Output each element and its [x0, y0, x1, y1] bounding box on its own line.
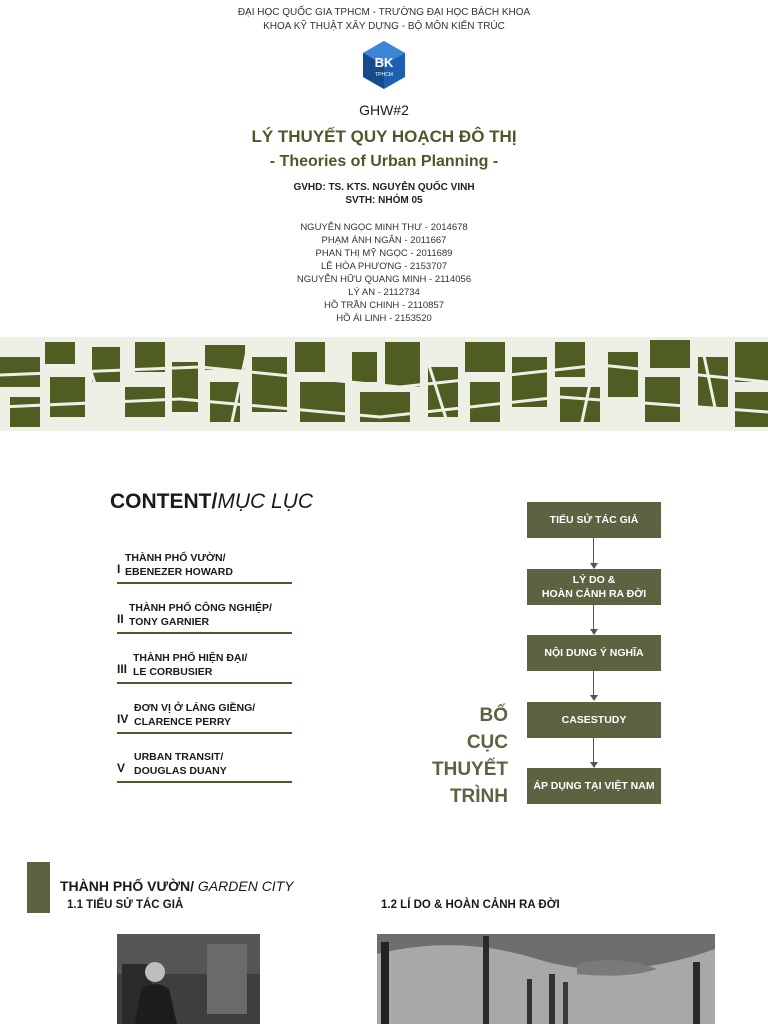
flow-step-application-vietnam [527, 768, 661, 804]
toc-text [125, 551, 233, 579]
flow-step-label: LÝ DO & [572, 574, 616, 586]
member-item: HỒ TRẦN CHINH - 2110857 [323, 300, 445, 311]
content-heading-bold: CONTENT/ [110, 490, 218, 513]
toc-text [129, 601, 272, 629]
toc-number: IV [117, 712, 129, 726]
section-title-bold: THÀNH PHỐ VƯỜN/ [60, 878, 198, 894]
layout-label-line: TRÌNH [449, 786, 508, 807]
flow-step-label: NỘI DUNG Ý NGHĨA [544, 647, 644, 659]
toc-text [134, 701, 255, 729]
toc-line-2: CLARENCE PERRY [134, 716, 232, 728]
presentation-layout-label [432, 702, 508, 810]
flow-connector [593, 538, 594, 564]
title-vietnamese: LÝ THUYẾT QUY HOẠCH ĐÔ THỊ [251, 127, 517, 146]
toc-item-garden-city[interactable] [117, 550, 292, 584]
flow-step-label: ÁP DỤNG TẠI VIỆT NAM [533, 780, 655, 792]
arrow-down-icon [590, 695, 598, 701]
toc-text [134, 750, 227, 778]
flow-step-casestudy [527, 702, 661, 738]
member-item: LÝ AN - 2112734 [348, 287, 420, 298]
toc-line-1: ĐƠN VỊ Ở LÁNG GIỀNG/ [134, 702, 256, 714]
toc-line-1: THÀNH PHỐ HIỆN ĐẠI/ [133, 652, 248, 664]
toc-line-1: THÀNH PHỐ VƯỜN/ [125, 552, 226, 564]
section-title-italic: GARDEN CITY [197, 878, 294, 894]
flow-step-label: HOÀN CẢNH RA ĐỜI [541, 588, 647, 600]
layout-label-line: CỤC [466, 732, 508, 753]
section-accent-bar [27, 862, 50, 913]
member-item: PHẠM ÁNH NGÂN - 2011667 [321, 235, 447, 246]
subsection-biography: 1.1 TIỂU SỬ TÁC GIẢ [67, 899, 184, 911]
ghw-label: GHW#2 [359, 102, 409, 118]
industrial-chimneys-photo [377, 934, 715, 1024]
subsection-reasons: 1.2 LÍ DO & HOÀN CẢNH RA ĐỜI [381, 899, 560, 911]
member-list [0, 221, 768, 325]
toc-item-industrial-city[interactable] [117, 600, 292, 634]
content-heading [110, 490, 313, 514]
logo-text: BK [374, 55, 394, 70]
member-item: NGUYỄN NGỌC MINH THƯ - 2014678 [300, 222, 468, 233]
toc-line-1: URBAN TRANSIT/ [134, 751, 224, 763]
flow-step-label: TIỂU SỬ TÁC GIẢ [549, 514, 639, 526]
university-line-1: ĐẠI HỌC QUỐC GIA TPHCM - TRƯỜNG ĐẠI HỌC BÁCH KHOA [237, 7, 531, 18]
toc-line-2: EBENEZER HOWARD [125, 566, 233, 578]
city-map-image [0, 337, 768, 431]
toc-line-2: TONY GARNIER [129, 616, 210, 628]
student-group-line: SVTH: NHÓM 05 [345, 195, 423, 206]
member-item: LÊ HÒA PHƯƠNG - 2153707 [320, 261, 448, 272]
logo-subtext: TPHCM [375, 72, 393, 78]
layout-label-line: BỐ [479, 705, 508, 726]
title-english: - Theories of Urban Planning - [269, 153, 499, 170]
flow-connector [593, 605, 594, 630]
toc-number: II [117, 612, 124, 626]
toc-text [133, 651, 247, 679]
toc-item-urban-transit[interactable] [117, 749, 292, 783]
toc-item-modern-city[interactable] [117, 650, 292, 684]
flow-step-content-meaning [527, 635, 661, 671]
toc-item-neighborhood-unit[interactable] [117, 700, 292, 734]
toc-line-1: THÀNH PHỐ CÔNG NGHIỆP/ [129, 602, 272, 614]
toc-line-2: DOUGLAS DUANY [134, 765, 227, 777]
bk-logo [359, 40, 409, 90]
member-item: PHAN THỊ MỸ NGỌC - 2011689 [315, 248, 453, 259]
author-portrait-photo [117, 934, 260, 1024]
toc-number: I [117, 562, 121, 576]
member-item: NGUYỄN HỮU QUANG MINH - 2114056 [296, 274, 472, 285]
instructor-line: GVHD: TS. KTS. NGUYỄN QUỐC VINH [293, 182, 475, 193]
section-title [60, 878, 294, 894]
toc-number: III [117, 662, 128, 676]
toc-line-2: LE CORBUSIER [133, 666, 213, 678]
university-line-2: KHOA KỸ THUẬT XÂY DỰNG - BỘ MÔN KIẾN TRÚC [263, 21, 505, 32]
flow-step-biography [527, 502, 661, 538]
university-header [0, 6, 768, 34]
instructor-block [0, 181, 768, 207]
content-heading-italic: MỤC LỤC [217, 490, 313, 513]
flow-connector [593, 738, 594, 763]
flow-connector [593, 671, 594, 696]
flow-step-label: CASESTUDY [561, 714, 627, 726]
member-item: HỒ ÁI LINH - 2153520 [336, 313, 432, 324]
flow-step-reasons [527, 569, 661, 605]
toc-number: V [117, 761, 126, 775]
layout-label-line: THUYẾT [432, 759, 508, 780]
